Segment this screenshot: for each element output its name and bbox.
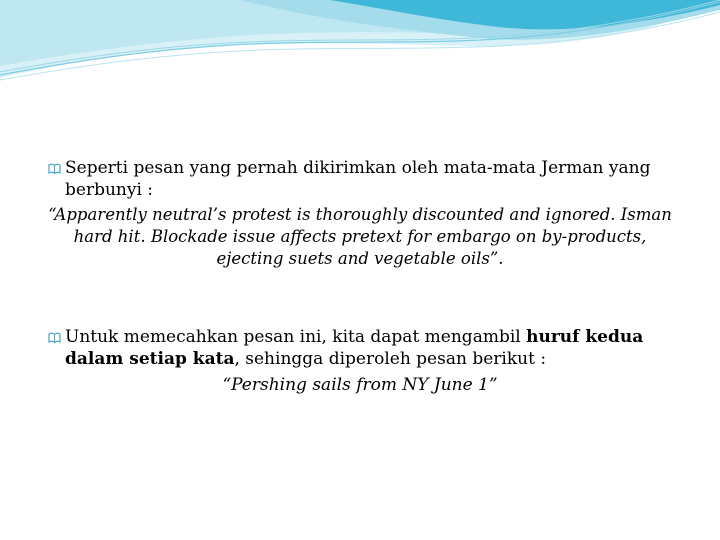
book-icon (48, 332, 61, 344)
bullet-1-line-1: Seperti pesan yang pernah dikirimkan oleh mata-mata Jerman yang (65, 158, 651, 178)
bullet-2-line-2-text: , sehingga diperoleh pesan berikut : (234, 349, 547, 369)
bullet-2-line-2-bold: dalam setiap kata (65, 349, 235, 369)
book-icon (48, 163, 61, 175)
bullet-1-line-2: berbunyi : (65, 180, 154, 200)
quote-line-1: “Apparently neutral’s protest is thoroughly discounted and ignored. Isman (48, 205, 672, 224)
bullet-2-line-1-text: Untuk memecahkan pesan ini, kita dapat mengambil (65, 327, 527, 347)
decoded-message: “Pershing sails from NY June 1” (222, 375, 498, 395)
bullet-german-spy-message (48, 157, 688, 201)
encrypted-quote (30, 204, 690, 270)
header-wave-decoration (0, 0, 720, 95)
bullet-decode-instruction (48, 326, 688, 370)
quote-line-3: ejecting suets and vegetable oils”. (216, 249, 504, 268)
bullet-2-line-1-bold: huruf kedua (526, 327, 644, 347)
quote-line-2: hard hit. Blockade issue affects pretext for embargo on by-products, (73, 227, 647, 246)
